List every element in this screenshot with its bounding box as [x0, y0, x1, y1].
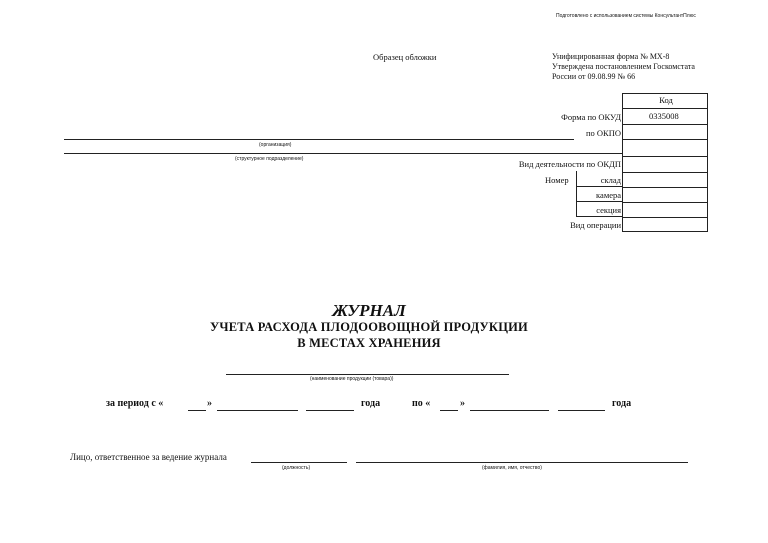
codes-divider — [623, 124, 707, 125]
okpo-label: по ОКПО — [585, 128, 621, 138]
from-day-line — [188, 410, 206, 411]
codes-divider — [623, 108, 707, 109]
period-to-year-label: года — [612, 398, 632, 409]
period-from-prefix: за период с « — [106, 398, 164, 409]
product-caption: (наименование продукции (товара)) — [310, 376, 394, 382]
codes-divider — [623, 202, 707, 203]
period-to-quote-close: » — [460, 398, 465, 409]
position-caption: (должность) — [282, 465, 311, 471]
journal-title: ЖУРНАЛ — [332, 301, 406, 320]
unified-form-text: Унифицированная форма № МХ-8 — [552, 52, 670, 61]
full-name-caption: (фамилия, имя, отчество) — [482, 465, 542, 471]
codes-table — [622, 93, 708, 232]
journal-subtitle-2: В МЕСТАХ ХРАНЕНИЯ — [297, 336, 441, 350]
to-month-line — [470, 410, 549, 411]
period-from-quote-close: » — [207, 398, 212, 409]
approved-text: Утверждена постановлением Госкомстата — [552, 62, 695, 71]
from-month-line — [217, 410, 298, 411]
operation-label: Вид операции — [570, 220, 621, 230]
codes-divider — [623, 217, 707, 218]
subbox-divider — [576, 201, 622, 202]
subbox-divider — [576, 216, 622, 217]
prepared-note: Подготовлено с использованием системы КонсультантПлюс — [556, 13, 696, 19]
organization-caption: (организация) — [259, 142, 292, 148]
russia-date-text: России от 09.08.99 № 66 — [552, 72, 636, 81]
journal-subtitle-1: УЧЕТА РАСХОДА ПЛОДООВОЩНОЙ ПРОДУКЦИИ — [210, 320, 528, 334]
codes-divider — [623, 187, 707, 188]
subbox-divider — [576, 186, 622, 187]
okud-label: Форма по ОКУД — [561, 112, 621, 122]
form-reference — [552, 52, 695, 82]
to-year-line — [558, 410, 605, 411]
period-from-year-label: года — [361, 398, 381, 409]
codes-divider — [623, 156, 707, 157]
warehouse-label: склад — [600, 175, 621, 185]
responsible-label: Лицо, ответственное за ведение журнала — [70, 452, 227, 462]
period-to-prefix: по « — [412, 398, 431, 409]
okdp-label: Вид деятельности по ОКДП — [518, 159, 621, 169]
to-day-line — [440, 410, 458, 411]
codes-divider — [623, 139, 707, 140]
codes-header: Код — [659, 95, 673, 105]
division-caption: (структурное подразделение) — [235, 156, 304, 162]
division-line — [64, 153, 622, 154]
number-label: Номер — [545, 175, 569, 185]
full-name-line — [356, 462, 688, 463]
position-line — [251, 462, 347, 463]
section-label: секция — [596, 205, 621, 215]
sample-cover-label: Образец обложки — [373, 52, 437, 62]
okud-value: 0335008 — [649, 111, 679, 121]
codes-divider — [623, 172, 707, 173]
from-year-line — [306, 410, 354, 411]
chamber-label: камера — [596, 190, 621, 200]
product-line — [226, 374, 509, 375]
organization-line — [64, 139, 574, 140]
